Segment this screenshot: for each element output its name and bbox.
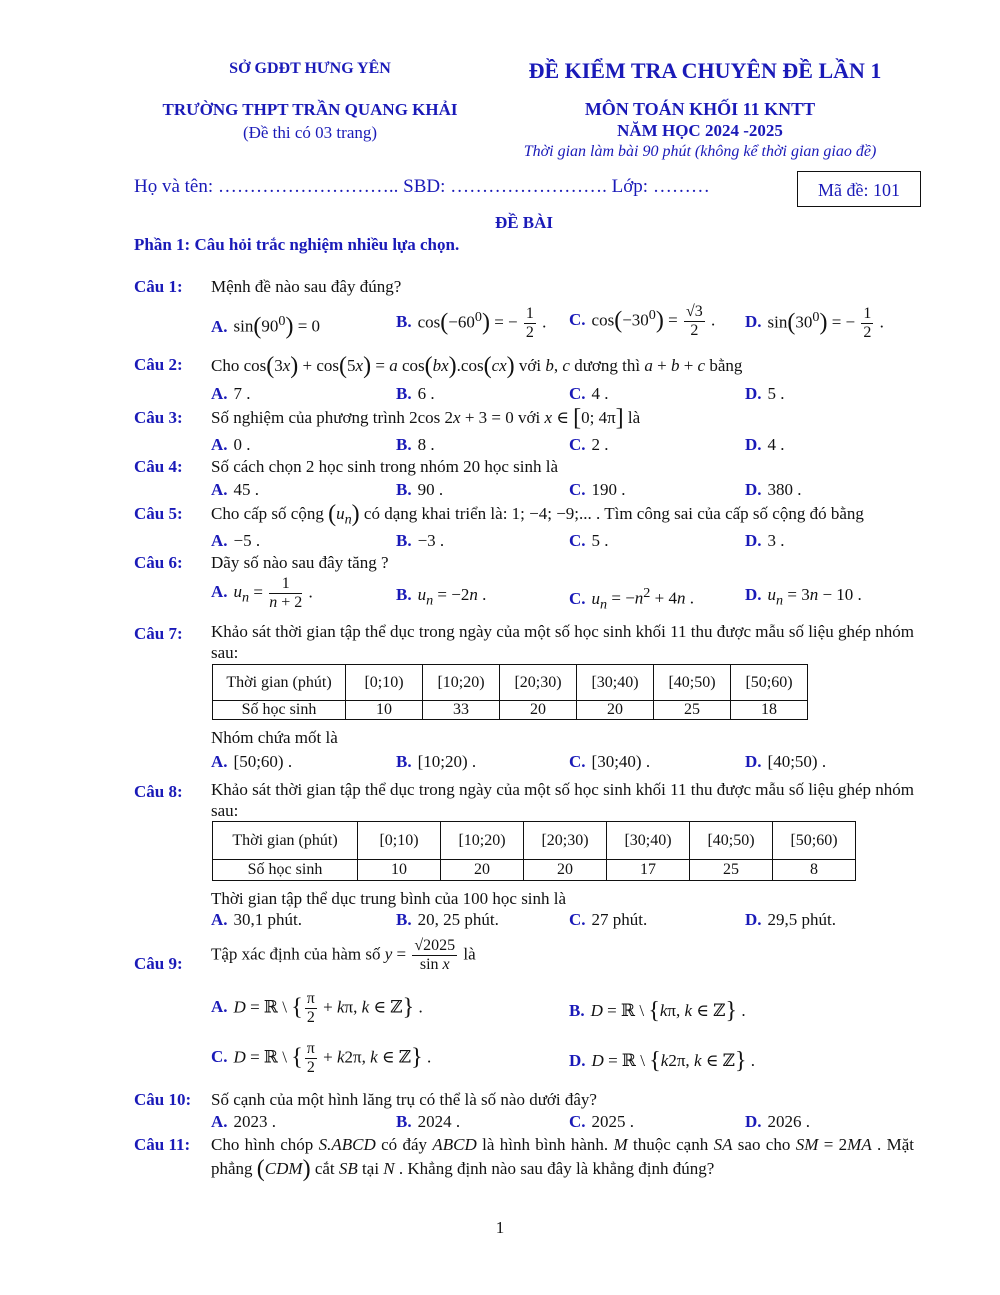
- option-c: C. $\cos(-30^0)$ = $\frac{√3}{2}$ .: [569, 303, 716, 339]
- option-b: B. 20, 25 phút.: [396, 910, 499, 929]
- option-d: D. D = ℝ \ {k2π, k ∈ ℤ} .: [569, 1048, 756, 1074]
- table-cell: 33: [423, 701, 500, 720]
- question-number: Câu 8:: [134, 782, 183, 801]
- row-header: Số học sinh: [213, 701, 346, 720]
- question-number: Câu 7:: [134, 624, 183, 643]
- option-a: A. 30,1 phút.: [211, 910, 303, 929]
- option-d: D. 3 .: [745, 531, 785, 550]
- table-cell: [40;50): [690, 822, 773, 860]
- table-cell: [50;60): [773, 822, 856, 860]
- school-year: NĂM HỌC 2024 -2025: [617, 121, 783, 140]
- option-b: B. [10;20) .: [396, 752, 477, 771]
- table-cell: 8: [773, 860, 856, 881]
- option-a: A. $u_n$ = $\frac{1}{n + 2}$ .: [211, 575, 313, 611]
- table-cell: [0;10): [358, 822, 441, 860]
- table-cell: [10;20): [423, 665, 500, 701]
- question-text: Số nghiệm của phương trình 2cos 2x + 3 = 0 với x ∈ [0; 4π] là: [211, 405, 641, 431]
- question-text: Số cách chọn 2 học sinh trong nhóm 20 học sinh là: [211, 457, 559, 476]
- table-cell: [30;40): [577, 665, 654, 701]
- question-text: Số cạnh của một hình lăng trụ có thể là số nào dưới đây?: [211, 1090, 597, 1109]
- option-b: B. −3 .: [396, 531, 445, 550]
- data-table: [212, 821, 856, 881]
- data-table: [212, 664, 808, 720]
- option-a: A. 7 .: [211, 384, 251, 403]
- option-d: D. 4 .: [745, 435, 785, 454]
- option-c: C. 190 .: [569, 480, 626, 499]
- subject-title: MÔN TOÁN KHỐI 11 KNTT: [584, 99, 816, 119]
- option-b: B. D = ℝ \ {kπ, k ∈ ℤ} .: [569, 998, 746, 1024]
- question-number: Câu 4:: [134, 457, 183, 476]
- question-ask: Thời gian tập thể dục trung bình của 100 học sinh là: [211, 889, 567, 908]
- row-header: Thời gian (phút): [213, 822, 358, 860]
- time-note: Thời gian làm bài 90 phút (không kể thời gian giao đề): [523, 143, 877, 160]
- question-number: Câu 11:: [134, 1135, 191, 1154]
- row-header: Thời gian (phút): [213, 665, 346, 701]
- option-d: D. 380 .: [745, 480, 802, 499]
- option-c: C. 4 .: [569, 384, 609, 403]
- option-a: A. $\sin(90^0) = 0$: [211, 313, 321, 340]
- option-d: D. [40;50) .: [745, 752, 827, 771]
- table-cell: [50;60): [731, 665, 808, 701]
- question-text: Dãy số nào sau đây tăng ?: [211, 553, 389, 572]
- option-d: D. $\sin(30^0)$ = − $\frac{1}{2}$ .: [745, 305, 884, 341]
- option-c: C. 27 phút.: [569, 910, 648, 929]
- table-cell: 20: [500, 701, 577, 720]
- school-name: TRƯỜNG THPT TRẦN QUANG KHẢI: [162, 100, 458, 119]
- question-number: Câu 10:: [134, 1090, 192, 1109]
- option-d: D. 5 .: [745, 384, 785, 403]
- question-text: Tập xác định của hàm số y = $\frac{√2025}{\text{sin x}}$ là: [211, 937, 476, 973]
- option-d: D. $u_n = 3n - 10$ .: [745, 585, 862, 609]
- option-b: B. 2024 .: [396, 1112, 461, 1131]
- table-cell: 17: [607, 860, 690, 881]
- option-c: C. $u_n = -n^2 + 4n$ .: [569, 585, 694, 613]
- question-text: Cho cos(3x) + cos(5x) = a cos(bx).cos(cx) với b, c dương thì a + b + c bằng: [211, 353, 743, 379]
- table-cell: [20;30): [500, 665, 577, 701]
- question-number: Câu 3:: [134, 408, 183, 427]
- option-a: A. 45 .: [211, 480, 260, 499]
- student-info-line: Họ và tên: ……………………….. SBD: ……………………. Lớp: ………: [134, 176, 710, 197]
- question-number: Câu 5:: [134, 504, 183, 523]
- pages-note: (Đề thi có 03 trang): [242, 123, 378, 142]
- option-a: A. 2023 .: [211, 1112, 277, 1131]
- option-c: C. 5 .: [569, 531, 609, 550]
- table-cell: 20: [441, 860, 524, 881]
- option-b: B. 90 .: [396, 480, 444, 499]
- exam-title: ĐỀ KIỂM TRA CHUYÊN ĐỀ LẦN 1: [528, 58, 882, 83]
- question-number: Câu 1:: [134, 277, 183, 296]
- table-cell: [0;10): [346, 665, 423, 701]
- question-ask: Nhóm chứa mốt là: [211, 728, 338, 747]
- section-title: ĐỀ BÀI: [494, 213, 554, 232]
- table-cell: [10;20): [441, 822, 524, 860]
- option-a: A. 0 .: [211, 435, 251, 454]
- part1-title: Phần 1: Câu hỏi trắc nghiệm nhiều lựa chọn.: [134, 235, 460, 254]
- question-number: Câu 9:: [134, 954, 183, 973]
- option-b: B. 8 .: [396, 435, 435, 454]
- table-cell: [30;40): [607, 822, 690, 860]
- option-d: D. 2026 .: [745, 1112, 811, 1131]
- option-a: A. −5 .: [211, 531, 261, 550]
- page-number: 1: [495, 1218, 505, 1237]
- option-d: D. 29,5 phút.: [745, 910, 837, 929]
- option-a: A. [50;60) .: [211, 752, 293, 771]
- option-b: B. $u_n = -2n$ .: [396, 585, 487, 609]
- table-cell: 10: [358, 860, 441, 881]
- table-cell: 25: [654, 701, 731, 720]
- option-c: C. 2 .: [569, 435, 609, 454]
- option-c: C. D = ℝ \ { $\frac{\pi}{2}$ + k2π, k ∈ ℤ} .: [211, 1040, 432, 1076]
- question-number: Câu 6:: [134, 553, 183, 572]
- question-text: Khảo sát thời gian tập thể dục trong ngày của một số học sinh khối 11 thu được mẫu số liệu ghép nhóm sau:: [211, 780, 914, 820]
- question-text: Mệnh đề nào sau đây đúng?: [211, 277, 402, 296]
- question-text: Cho hình chóp S.ABCD có đáy ABCD là hình bình hành. M thuộc cạnh SA sao cho SM = 2MA . Mặt phẳng (CDM) cắt SB tại N . Khẳng định nào sau đây là khẳng định đúng?: [211, 1135, 915, 1182]
- option-c: C. 2025 .: [569, 1112, 635, 1131]
- question-text: Khảo sát thời gian tập thể dục trong ngày của một số học sinh khối 11 thu được mẫu số liệu ghép nhóm sau:: [211, 622, 914, 662]
- table-cell: [20;30): [524, 822, 607, 860]
- option-b: B. $\cos(-60^0)$ = − $\frac{1}{2}$ .: [396, 305, 547, 341]
- option-b: B. 6 .: [396, 384, 435, 403]
- table-cell: 20: [577, 701, 654, 720]
- question-text: Cho cấp số cộng $(u_n)$ có dạng khai triển là: 1; −4; −9;... . Tìm công sai của cấp số cộng đó bằng: [211, 501, 864, 528]
- question-number: Câu 2:: [134, 355, 183, 374]
- table-cell: 25: [690, 860, 773, 881]
- table-cell: 20: [524, 860, 607, 881]
- option-c: C. [30;40) .: [569, 752, 651, 771]
- exam-code-box: Mã đề: 101: [797, 171, 921, 207]
- option-a: A. D = ℝ \ { $\frac{\pi}{2}$ + kπ, k ∈ ℤ} .: [211, 990, 423, 1026]
- table-cell: 10: [346, 701, 423, 720]
- row-header: Số học sinh: [213, 860, 358, 881]
- table-cell: [40;50): [654, 665, 731, 701]
- department-name: SỞ GDĐT HƯNG YÊN: [229, 60, 391, 77]
- table-cell: 18: [731, 701, 808, 720]
